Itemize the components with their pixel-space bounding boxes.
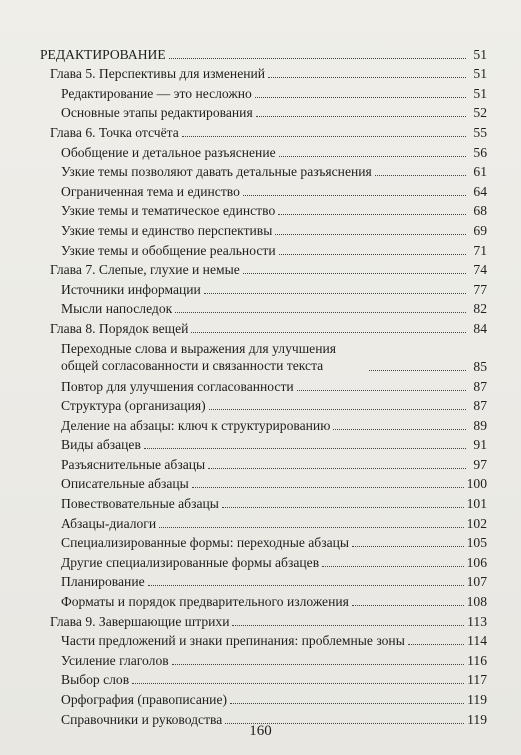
toc-entry-page: 69 xyxy=(473,222,487,238)
toc-entry-title: Повествовательные абзацы xyxy=(61,496,219,512)
toc-section-entry xyxy=(0,452,521,472)
dot-leader xyxy=(243,273,466,274)
toc-entry-page: 82 xyxy=(473,301,487,317)
toc-section-entry xyxy=(0,433,521,453)
toc-entry-page: 55 xyxy=(473,124,487,140)
dot-leader xyxy=(159,527,463,528)
toc-entry-title: Источники информации xyxy=(61,281,201,297)
toc-entry-page: 51 xyxy=(473,46,487,62)
dot-leader xyxy=(297,390,466,391)
dot-leader xyxy=(169,58,466,59)
toc-entry-page: 101 xyxy=(466,496,487,512)
toc-section-entry xyxy=(0,570,521,590)
toc-section-entry xyxy=(0,511,521,531)
toc-section-entry xyxy=(0,394,521,414)
toc-entry-page: 52 xyxy=(473,105,487,121)
toc-entry-title: Переходные слова и выражения для улучшения общей согласованности и связанности текста xyxy=(61,340,337,373)
toc-entry-page: 64 xyxy=(473,183,487,199)
toc-entry-page: 71 xyxy=(473,242,487,258)
dot-leader xyxy=(375,175,466,176)
toc-entry-page: 77 xyxy=(473,281,487,297)
toc-entry-title: Узкие темы и единство перспективы xyxy=(61,222,273,238)
toc-entry-title: Ограниченная тема и единство xyxy=(61,183,240,199)
toc-section-entry xyxy=(0,374,521,394)
dot-leader xyxy=(132,683,464,684)
toc-entry-title: Узкие темы и тематическое единство xyxy=(61,203,276,219)
dot-leader xyxy=(230,703,464,704)
toc-section-entry xyxy=(0,81,521,101)
dot-leader xyxy=(144,448,466,449)
toc-entry-page: 114 xyxy=(467,633,487,649)
toc-entry-page: 74 xyxy=(473,262,487,278)
dot-leader xyxy=(333,429,466,430)
dot-leader xyxy=(408,644,464,645)
toc-entry-title: Глава 7. Слепые, глухие и немые xyxy=(50,262,240,278)
toc-entry-title: Деление на абзацы: ключ к структурированию xyxy=(61,417,331,433)
toc-entry-title: Описательные абзацы xyxy=(61,476,189,492)
toc-section-entry xyxy=(0,160,521,180)
toc-entry-title: Мысли напоследок xyxy=(61,301,173,317)
toc-entry-page: 107 xyxy=(466,574,487,590)
toc-section-entry xyxy=(0,629,521,649)
toc-section-entry xyxy=(0,336,521,374)
toc-entry-title: Редактирование — это несложно xyxy=(61,85,252,101)
toc-entry-page: 106 xyxy=(466,554,487,570)
toc-entry-page: 119 xyxy=(467,692,487,707)
dot-leader xyxy=(322,566,464,567)
toc-entry-title: Глава 8. Порядок вещей xyxy=(50,320,189,336)
toc-entry-title: Глава 6. Точка отсчёта xyxy=(50,124,179,140)
toc-entry-title: Повтор для улучшения согласованности xyxy=(61,378,294,394)
dot-leader xyxy=(192,487,464,488)
toc-entry-page: 100 xyxy=(466,476,487,492)
dot-leader xyxy=(279,156,466,157)
toc-section-entry xyxy=(0,687,521,707)
dot-leader xyxy=(182,136,466,137)
toc-entry-title: Орфография (правописание) xyxy=(61,692,228,707)
dot-leader xyxy=(256,116,466,117)
toc-entry-title: Планирование xyxy=(61,574,145,590)
toc-chapter-entry xyxy=(0,258,521,278)
toc-entry-page: 85 xyxy=(473,358,487,374)
toc-entry-title: Форматы и порядок предварительного изложения xyxy=(61,594,349,610)
toc-entry-title: Виды абзацев xyxy=(61,437,141,453)
dot-leader xyxy=(352,546,464,547)
dot-leader xyxy=(369,370,466,371)
dot-leader xyxy=(172,664,464,665)
toc-entry-title: Усиление глаголов xyxy=(61,652,169,668)
dot-leader xyxy=(278,214,466,215)
dot-leader xyxy=(148,585,464,586)
toc-section-entry xyxy=(0,179,521,199)
toc-entry-page: 105 xyxy=(466,535,487,551)
dot-leader xyxy=(279,254,466,255)
toc-entry-title: Другие специализированные формы абзацев xyxy=(61,554,320,570)
toc-entry-page: 116 xyxy=(467,652,487,668)
toc-chapter-entry xyxy=(0,316,521,336)
toc-section-entry xyxy=(0,491,521,511)
dot-leader xyxy=(232,625,464,626)
toc-entry-title: Основные этапы редактирования xyxy=(61,105,253,121)
toc-entry-page: 87 xyxy=(473,398,487,414)
toc-entry-page: 108 xyxy=(466,594,487,610)
dot-leader xyxy=(255,97,466,98)
toc-entry-title: Абзацы-диалоги xyxy=(61,515,157,531)
toc-entry-page: 68 xyxy=(473,203,487,219)
toc-entry-title: Узкие темы позволяют давать детальные разъяснения xyxy=(61,164,372,180)
toc-entry-page: 51 xyxy=(473,66,487,82)
page-number: 160 xyxy=(249,723,272,739)
toc-entry-page: 91 xyxy=(473,437,487,453)
toc-chapter-entry xyxy=(0,609,521,629)
toc-section-entry xyxy=(0,297,521,317)
toc-section-entry xyxy=(0,277,521,297)
toc-entry-title: Структура (организация) xyxy=(61,398,206,414)
toc-entry-title: Глава 9. Завершающие штрихи xyxy=(50,613,230,629)
toc-entry-page: 117 xyxy=(467,672,487,688)
toc-entry-title: Специализированные формы: переходные абзацы xyxy=(61,535,350,551)
toc-entry-title: Части предложений и знаки препинания: проблемные зоны xyxy=(61,633,405,649)
toc-entry-page: 113 xyxy=(467,613,487,629)
toc-section-entry xyxy=(0,140,521,160)
toc-entry-title: Глава 5. Перспективы для изменений xyxy=(50,66,266,82)
toc-entry-title: РЕДАКТИРОВАНИЕ xyxy=(40,46,166,62)
dot-leader xyxy=(208,468,466,469)
dot-leader xyxy=(275,234,466,235)
toc-chapter-entry xyxy=(0,62,521,82)
toc-entry-page: 102 xyxy=(466,515,487,531)
toc-entry-title: Узкие темы и обобщение реальности xyxy=(61,242,276,258)
toc-section-entry xyxy=(0,550,521,570)
dot-leader xyxy=(352,605,464,606)
toc-entry-title: Справочники и руководства xyxy=(61,711,223,727)
toc-entry-page: 61 xyxy=(473,164,487,180)
toc-entry-page: 119 xyxy=(467,711,487,727)
toc-entry-title: Выбор слов xyxy=(61,672,130,688)
toc-section-entry xyxy=(0,101,521,121)
dot-leader xyxy=(204,293,466,294)
toc-section-entry xyxy=(0,531,521,551)
toc-chapter-entry xyxy=(0,120,521,140)
toc-entry-page: 87 xyxy=(473,378,487,394)
toc-section-entry xyxy=(0,472,521,492)
dot-leader xyxy=(222,507,464,508)
toc-entry-page: 84 xyxy=(473,320,487,336)
toc-entry-page: 56 xyxy=(473,144,487,160)
toc-entry-page: 51 xyxy=(473,85,487,101)
toc-entry-title: Разъяснительные абзацы xyxy=(61,456,206,472)
toc-section-entry xyxy=(0,648,521,668)
dot-leader xyxy=(175,312,466,313)
toc-entry-title: Обобщение и детальное разъяснение xyxy=(61,144,276,160)
dot-leader xyxy=(243,195,466,196)
toc-section-entry xyxy=(0,589,521,609)
toc-section-entry xyxy=(0,413,521,433)
toc-entry-page: 89 xyxy=(473,417,487,433)
dot-leader xyxy=(268,77,466,78)
toc-entry-page: 97 xyxy=(473,456,487,472)
toc-section-entry xyxy=(0,199,521,219)
toc-section-entry xyxy=(0,218,521,238)
toc-section-entry xyxy=(0,238,521,258)
dot-leader xyxy=(191,332,466,333)
table-of-contents xyxy=(0,42,521,727)
dot-leader xyxy=(209,409,466,410)
toc-section-entry xyxy=(0,668,521,688)
toc-part-entry xyxy=(0,42,521,62)
